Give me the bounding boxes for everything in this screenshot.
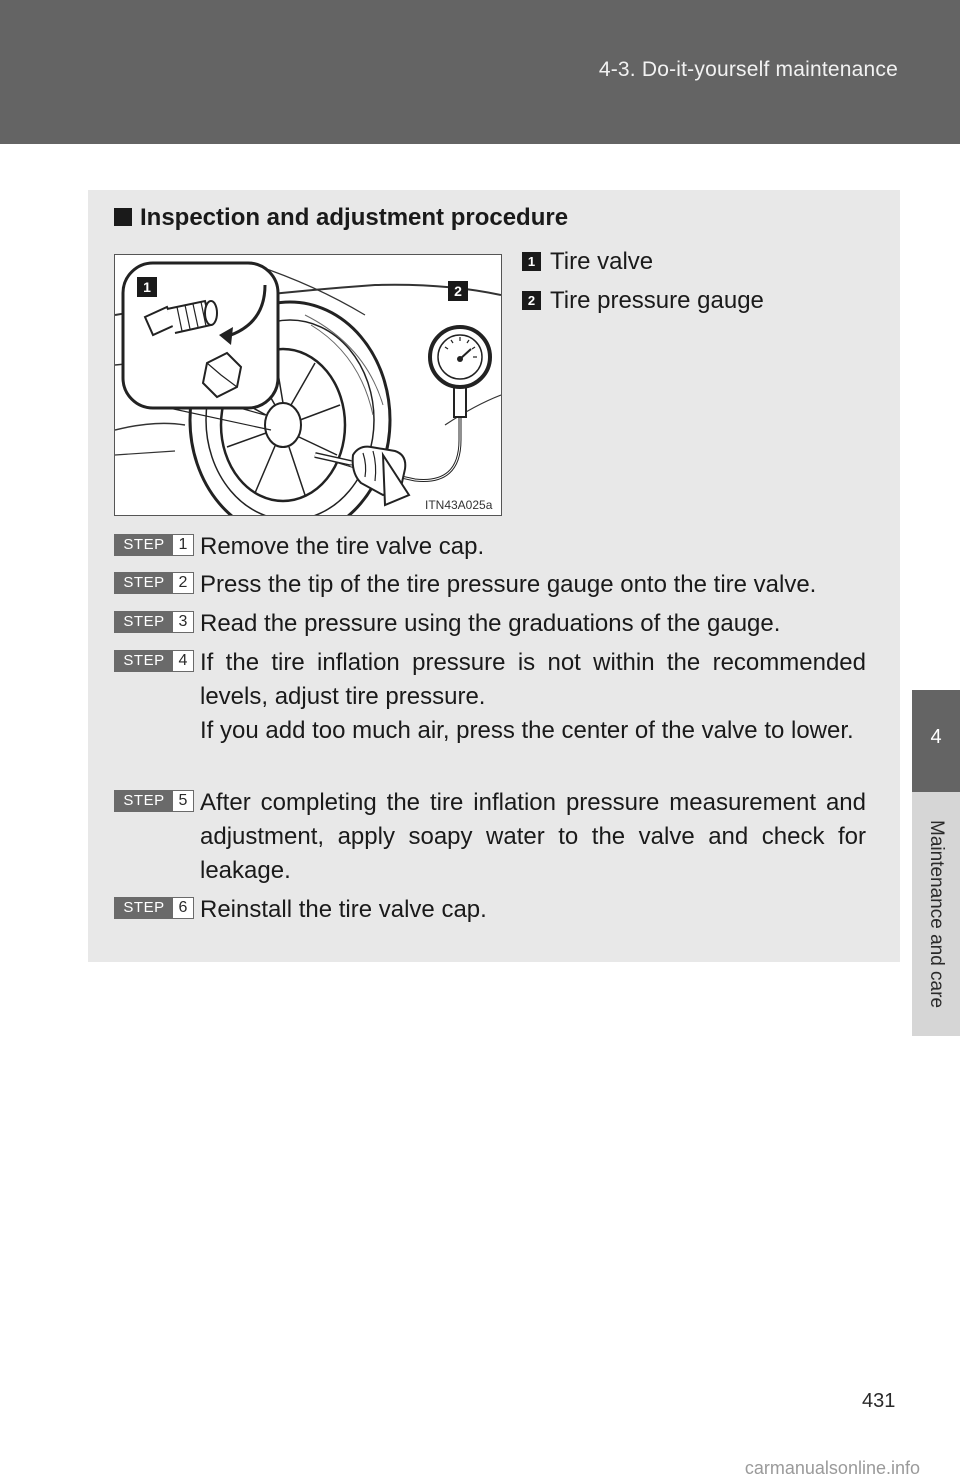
chapter-tab-number[interactable] — [912, 690, 960, 792]
step-text: After completing the tire inflation pressure measurement and adjustment, apply soapy water to the valve and check for leakage. — [200, 789, 866, 884]
step-badge-number: 4 — [178, 652, 188, 669]
step-text: Remove the tire valve cap. — [200, 533, 485, 560]
legend-number-box: 1 — [522, 252, 541, 271]
step-text-note: If you add too much air, press the center of the valve to lower. — [200, 717, 854, 744]
header-title: 4-3. Do-it-yourself maintenance — [598, 58, 898, 81]
step-3 — [114, 607, 866, 641]
chapter-label: Maintenance and care — [926, 819, 947, 1009]
callout-1: 1 — [143, 279, 151, 295]
step-badge — [114, 650, 194, 672]
step-badge-label: STEP — [115, 573, 173, 593]
step-badge — [114, 572, 194, 594]
illustration-svg — [115, 255, 501, 515]
legend-label: Tire pressure gauge — [550, 287, 764, 314]
step-badge-label: STEP — [115, 651, 173, 671]
step-badge-label: STEP — [115, 898, 173, 918]
callout-2: 2 — [454, 283, 462, 299]
legend-number-box: 2 — [522, 291, 541, 310]
figure-code: ITN43A025a — [425, 498, 493, 512]
square-bullet-icon — [114, 208, 132, 226]
page-number: 431 — [862, 1390, 896, 1412]
step-2 — [114, 568, 866, 602]
step-badge-label: STEP — [115, 535, 173, 555]
step-badge-number: 1 — [178, 536, 188, 553]
step-badge-number: 3 — [178, 613, 188, 630]
step-badge — [114, 611, 194, 633]
step-badge-number: 5 — [178, 792, 188, 809]
step-badge — [114, 534, 194, 556]
step-badge-number: 6 — [178, 899, 188, 916]
step-1 — [114, 530, 866, 564]
section-heading — [114, 204, 568, 232]
step-badge — [114, 790, 194, 812]
chapter-tab-label[interactable] — [912, 792, 960, 1036]
legend-label: Tire valve — [550, 248, 654, 275]
step-6 — [114, 893, 866, 927]
chapter-number: 4 — [930, 726, 942, 748]
step-badge-label: STEP — [115, 791, 173, 811]
step-badge-number: 2 — [178, 574, 188, 591]
section-heading-text: Inspection and adjustment procedure — [140, 204, 569, 231]
step-text: If the tire inflation pressure is not within the recommended levels, adjust tire pressure. — [200, 649, 866, 710]
step-5 — [114, 786, 866, 888]
step-4 — [114, 646, 866, 748]
step-text: Press the tip of the tire pressure gauge onto the tire valve. — [200, 571, 817, 598]
step-badge-label: STEP — [115, 612, 173, 632]
watermark[interactable]: carmanualsonline.info — [744, 1458, 920, 1478]
step-badge — [114, 897, 194, 919]
page-header — [0, 0, 960, 144]
tire-valve-illustration — [114, 254, 502, 516]
step-text: Read the pressure using the graduations of the gauge. — [200, 610, 781, 637]
step-text: Reinstall the tire valve cap. — [200, 896, 487, 923]
